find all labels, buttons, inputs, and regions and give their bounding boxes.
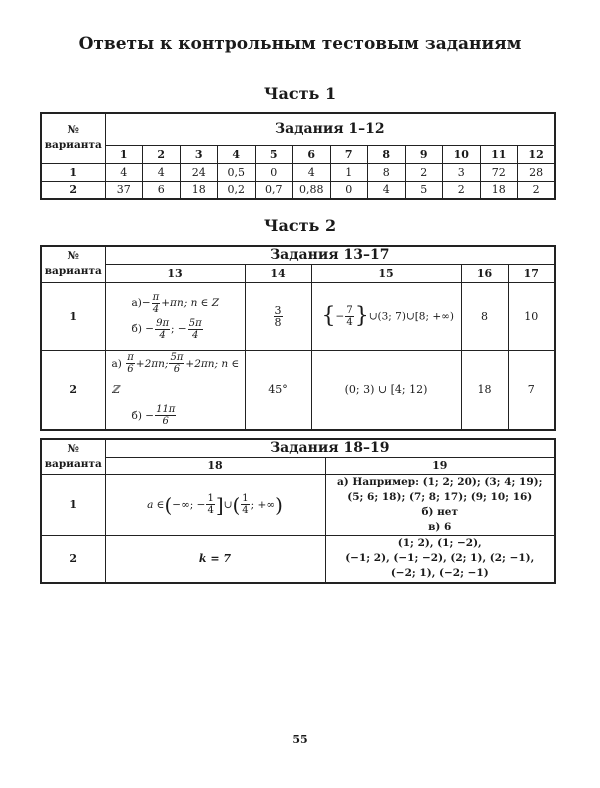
answer-cell: 5 bbox=[405, 181, 443, 199]
column-header: 3 bbox=[180, 145, 218, 163]
answer-14: 45° bbox=[245, 350, 311, 430]
answer-cell: 1 bbox=[330, 163, 368, 181]
variant-header-no: № bbox=[67, 124, 79, 137]
column-header: 1 bbox=[105, 145, 143, 163]
answer-17: 7 bbox=[508, 350, 555, 430]
expression-tail: +2πn; n ∈ ℤ bbox=[111, 357, 240, 396]
answer-cell: 0,7 bbox=[255, 181, 293, 199]
answer-14 bbox=[245, 282, 311, 350]
fraction-denominator: 6 bbox=[173, 364, 181, 375]
fraction bbox=[188, 318, 203, 341]
answer-cell: 18 bbox=[180, 181, 218, 199]
tasks-header: Задания 13–17 bbox=[105, 246, 555, 264]
fraction-numerator: 5π bbox=[170, 352, 184, 363]
interval-right: ; +∞ bbox=[250, 498, 276, 511]
item-label: а) bbox=[131, 297, 142, 309]
item-label: б) bbox=[131, 409, 142, 422]
column-header: 14 bbox=[245, 264, 311, 282]
tasks-header: Задания 18–19 bbox=[105, 439, 555, 457]
fraction-numerator: 1 bbox=[242, 493, 249, 504]
fraction bbox=[345, 305, 353, 328]
answer-18 bbox=[105, 474, 325, 535]
tasks-header: Задания 1–12 bbox=[105, 113, 555, 145]
table-row bbox=[41, 282, 555, 350]
answer-cell: 0,5 bbox=[218, 163, 256, 181]
answer-line: а) Например: (1; 2; 20); (3; 4; 19); bbox=[337, 475, 543, 488]
answer-cell: 6 bbox=[143, 181, 181, 199]
variant-number: 2 bbox=[41, 535, 105, 583]
answer-line: (1; 2), (1; −2), bbox=[397, 537, 482, 550]
variant-header-label: варианта bbox=[44, 139, 102, 152]
paren-close: ) bbox=[275, 492, 283, 517]
answer-16: 8 bbox=[461, 282, 508, 350]
variant-number: 2 bbox=[41, 350, 105, 430]
item-label: б) bbox=[131, 323, 142, 335]
bracket-close: ] bbox=[215, 492, 224, 517]
fraction bbox=[241, 493, 249, 516]
column-header: 12 bbox=[518, 145, 556, 163]
fraction-denominator: 4 bbox=[207, 505, 214, 516]
answer-cell: 24 bbox=[180, 163, 218, 181]
answer-cell: 8 bbox=[368, 163, 406, 181]
expression-part: a ∈ bbox=[147, 498, 165, 511]
answer-line: (−1; 2), (−1; −2), (2; 1), (2; −1), bbox=[345, 552, 535, 565]
expression-tail: ∪(3; 7)∪[8; +∞) bbox=[368, 310, 455, 322]
item-label: а) bbox=[111, 357, 122, 370]
part1-table bbox=[40, 112, 556, 200]
fraction-numerator: 11π bbox=[156, 404, 176, 415]
fraction-denominator: 4 bbox=[191, 329, 199, 341]
brace-close: } bbox=[354, 303, 369, 328]
answer-13 bbox=[105, 350, 245, 430]
page-number: 55 bbox=[292, 733, 308, 746]
union-sign: ∪ bbox=[223, 498, 233, 511]
part1-heading: Часть 1 bbox=[263, 84, 337, 103]
fraction-numerator: π bbox=[127, 352, 134, 363]
column-header: 16 bbox=[461, 264, 508, 282]
answer-cell: 0 bbox=[330, 181, 368, 199]
column-header: 13 bbox=[105, 264, 245, 282]
variant-header-label: варианта bbox=[44, 457, 102, 470]
fraction-denominator: 4 bbox=[159, 329, 166, 341]
column-header: 2 bbox=[143, 145, 181, 163]
minus-sign: − bbox=[335, 310, 345, 322]
fraction-numerator: 5π bbox=[188, 317, 202, 329]
part3-table bbox=[40, 438, 556, 584]
variant-header-cell bbox=[41, 439, 105, 474]
table-row bbox=[41, 474, 555, 535]
fraction-numerator: 9π bbox=[156, 317, 170, 329]
answer-line: в) 6 bbox=[428, 520, 452, 533]
answer-cell: 2 bbox=[518, 181, 556, 199]
variant-number: 1 bbox=[41, 474, 105, 535]
table-row bbox=[41, 163, 555, 181]
separator: ; − bbox=[171, 323, 187, 335]
minus-sign: − bbox=[145, 409, 155, 422]
fraction-numerator: 1 bbox=[207, 493, 214, 504]
fraction-denominator: 4 bbox=[152, 303, 160, 315]
variant-header-cell bbox=[41, 246, 105, 282]
fraction bbox=[169, 352, 184, 375]
variant-header-cell bbox=[41, 113, 105, 163]
paren-open: ( bbox=[232, 492, 241, 517]
part2-table bbox=[40, 245, 556, 431]
fraction-numerator: 7 bbox=[346, 304, 353, 316]
fraction bbox=[274, 305, 283, 328]
answer-line: (−2; 1), (−2; −1) bbox=[390, 567, 489, 580]
column-header: 5 bbox=[255, 145, 293, 163]
table-row bbox=[41, 535, 555, 583]
minus-sign: − bbox=[141, 297, 151, 309]
fraction-numerator: 3 bbox=[274, 303, 282, 317]
variant-header-no: № bbox=[67, 442, 79, 455]
answer-15: (0; 3) ∪ [4; 12) bbox=[311, 350, 461, 430]
column-header: 18 bbox=[105, 457, 325, 474]
fraction-numerator: π bbox=[152, 291, 160, 303]
answer-19 bbox=[325, 474, 555, 535]
answer-17: 10 bbox=[508, 282, 555, 350]
column-header: 11 bbox=[480, 145, 518, 163]
page-title: Ответы к контрольным тестовым заданиям bbox=[78, 34, 522, 54]
answer-line: (5; 6; 18); (7; 8; 17); (9; 10; 16) bbox=[347, 490, 533, 503]
answer-cell: 2 bbox=[443, 181, 481, 199]
fraction bbox=[126, 352, 135, 375]
column-header: 6 bbox=[293, 145, 331, 163]
column-header: 4 bbox=[218, 145, 256, 163]
paren-open: ( bbox=[164, 492, 173, 517]
answer-cell: 0,2 bbox=[218, 181, 256, 199]
answer-cell: 4 bbox=[293, 163, 331, 181]
answer-cell: 2 bbox=[405, 163, 443, 181]
part2-heading: Часть 2 bbox=[263, 216, 337, 235]
answer-cell: 72 bbox=[480, 163, 518, 181]
answer-cell: 0,88 bbox=[293, 181, 331, 199]
fraction bbox=[152, 292, 161, 315]
answer-line: б) нет bbox=[421, 505, 458, 518]
variant-number: 1 bbox=[41, 163, 105, 181]
column-header: 15 bbox=[311, 264, 461, 282]
answer-cell: 18 bbox=[480, 181, 518, 199]
brace-open: { bbox=[321, 303, 336, 328]
expression-part: +2πn; bbox=[135, 357, 169, 370]
column-header: 19 bbox=[325, 457, 555, 474]
answer-cell: 0 bbox=[255, 163, 293, 181]
expression-tail: +πn; n ∈ Z bbox=[161, 297, 220, 309]
answer-cell: 4 bbox=[368, 181, 406, 199]
answer-cell: 4 bbox=[143, 163, 181, 181]
answer-cell: 4 bbox=[105, 163, 143, 181]
answer-16: 18 bbox=[461, 350, 508, 430]
variant-number: 2 bbox=[41, 181, 105, 199]
column-header: 8 bbox=[368, 145, 406, 163]
column-header: 10 bbox=[443, 145, 481, 163]
column-header: 7 bbox=[330, 145, 368, 163]
answer-cell: 37 bbox=[105, 181, 143, 199]
answer-18: k = 7 bbox=[105, 535, 325, 583]
fraction-denominator: 8 bbox=[274, 315, 282, 329]
variant-header-label: варианта bbox=[44, 265, 102, 278]
fraction-denominator: 6 bbox=[162, 416, 169, 427]
fraction-denominator: 6 bbox=[127, 364, 134, 375]
column-header: 9 bbox=[405, 145, 443, 163]
minus-sign: − bbox=[145, 323, 155, 335]
fraction-denominator: 4 bbox=[242, 505, 249, 516]
variant-header-no: № bbox=[67, 250, 79, 263]
answer-19 bbox=[325, 535, 555, 583]
interval-left: −∞; − bbox=[172, 498, 206, 511]
answer-15 bbox=[311, 282, 461, 350]
table-row bbox=[41, 181, 555, 199]
answer-13 bbox=[105, 282, 245, 350]
variant-number: 1 bbox=[41, 282, 105, 350]
fraction-denominator: 4 bbox=[346, 316, 353, 328]
fraction bbox=[206, 493, 214, 516]
fraction bbox=[155, 318, 170, 341]
column-header: 17 bbox=[508, 264, 555, 282]
fraction bbox=[155, 404, 176, 427]
table-row bbox=[41, 350, 555, 430]
answer-cell: 3 bbox=[443, 163, 481, 181]
answer-cell: 28 bbox=[518, 163, 556, 181]
